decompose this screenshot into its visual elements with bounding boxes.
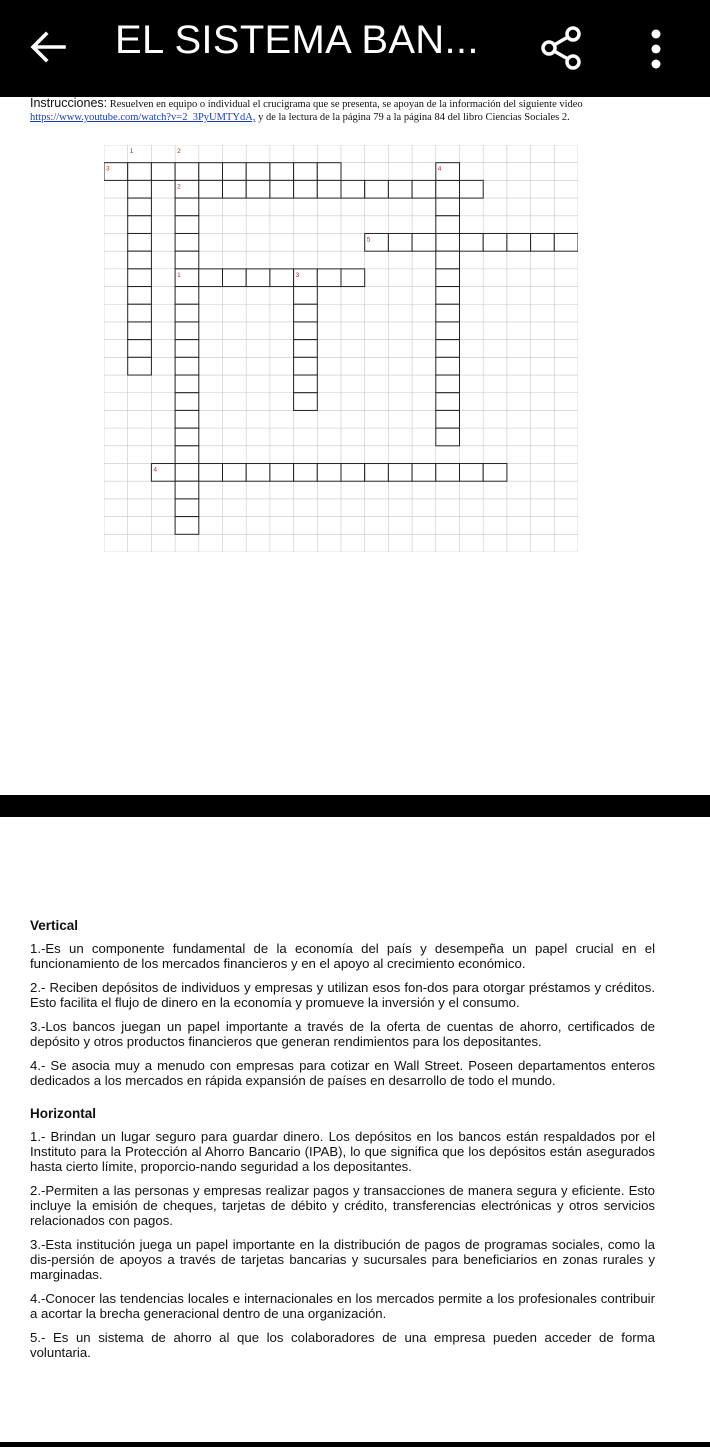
crossword-number: 1 xyxy=(177,271,181,279)
crossword-cell[interactable] xyxy=(317,464,341,482)
crossword-number: 1 xyxy=(129,148,134,155)
horizontal-clue-5: 5.- Es un sistema de ahorro al que los colaboradores de una empresa pueden acceder de forma voluntaria. xyxy=(30,1330,655,1360)
crossword-cell[interactable] xyxy=(460,233,484,251)
crossword-cell[interactable] xyxy=(436,180,460,198)
clues-section xyxy=(30,900,655,1369)
crossword-cell[interactable] xyxy=(175,428,199,446)
crossword-cell[interactable] xyxy=(128,163,152,181)
crossword-cell[interactable] xyxy=(436,464,460,482)
crossword-cell[interactable] xyxy=(436,198,460,216)
crossword-cell[interactable] xyxy=(436,340,460,358)
crossword-cell[interactable] xyxy=(199,269,223,287)
crossword-cell[interactable] xyxy=(175,216,199,234)
crossword-cell[interactable] xyxy=(436,428,460,446)
crossword-cell[interactable] xyxy=(436,410,460,428)
crossword-cell[interactable] xyxy=(128,216,152,234)
crossword-cell[interactable] xyxy=(294,357,318,375)
horizontal-clue-1: 1.- Brindan un lugar seguro para guardar dinero. Los depósitos en los bancos están respaldados por el Instituto para la Protección al Ahorro Bancario (IPAB), lo que significa que los depósitos están asegurados hasta cierto límite, proporcio-nando seguridad a los depositantes. xyxy=(30,1129,655,1174)
crossword-cell[interactable] xyxy=(175,357,199,375)
crossword-cell[interactable] xyxy=(412,233,436,251)
crossword-cell[interactable] xyxy=(151,163,175,181)
crossword-cell[interactable] xyxy=(483,233,507,251)
video-link[interactable]: https://www.youtube.com/watch?v=2_3PyUMTYdA, xyxy=(30,112,256,123)
crossword-cell[interactable] xyxy=(294,287,318,305)
crossword-cell[interactable] xyxy=(436,251,460,269)
crossword-cell[interactable] xyxy=(436,322,460,340)
crossword-cell[interactable] xyxy=(223,180,247,198)
crossword-number: 3 xyxy=(106,165,110,173)
crossword-cell[interactable] xyxy=(175,304,199,322)
arrow-left-icon[interactable] xyxy=(28,27,68,67)
crossword-cell[interactable] xyxy=(388,464,412,482)
share-icon[interactable] xyxy=(540,26,582,70)
crossword-cell[interactable] xyxy=(436,216,460,234)
crossword-cell[interactable] xyxy=(246,464,270,482)
crossword-cell[interactable] xyxy=(128,233,152,251)
crossword-cell[interactable] xyxy=(175,322,199,340)
instructions-text-2: y de la lectura de la página 79 a la página 84 del libro Ciencias Sociales 2. xyxy=(255,112,570,123)
vertical-clue-3: 3.-Los bancos juegan un papel importante a través de la oferta de cuentas de ahorro, certificados de depósito y otros productos financieros que generan rendimientos para los depositantes. xyxy=(30,1019,655,1049)
crossword-cell[interactable] xyxy=(199,180,223,198)
crossword-cell[interactable] xyxy=(199,464,223,482)
crossword-cell[interactable] xyxy=(436,304,460,322)
crossword-cell[interactable] xyxy=(175,251,199,269)
crossword-cell[interactable] xyxy=(175,499,199,517)
crossword-grid xyxy=(104,145,578,552)
crossword-cell[interactable] xyxy=(128,340,152,358)
crossword-cell[interactable] xyxy=(175,446,199,464)
crossword-cell[interactable] xyxy=(246,180,270,198)
crossword-cell[interactable] xyxy=(294,393,318,411)
crossword-cell[interactable] xyxy=(175,410,199,428)
crossword-cell[interactable] xyxy=(341,269,365,287)
crossword-cell[interactable] xyxy=(128,357,152,375)
crossword-cell[interactable] xyxy=(175,517,199,535)
crossword-cell[interactable] xyxy=(483,464,507,482)
page-separator xyxy=(0,795,710,817)
crossword-cell[interactable] xyxy=(128,251,152,269)
crossword-cell[interactable] xyxy=(199,163,223,181)
crossword-cell[interactable] xyxy=(341,464,365,482)
crossword-cell[interactable] xyxy=(436,287,460,305)
crossword-cell[interactable] xyxy=(270,163,294,181)
crossword-cell[interactable] xyxy=(412,180,436,198)
crossword-cell[interactable] xyxy=(365,180,389,198)
bottom-edge xyxy=(0,1442,710,1447)
crossword-number: 4 xyxy=(153,466,158,474)
crossword-number: 4 xyxy=(437,165,442,173)
crossword-cell[interactable] xyxy=(270,269,294,287)
crossword-cell[interactable] xyxy=(317,180,341,198)
crossword-cell[interactable] xyxy=(175,481,199,499)
crossword-cell[interactable] xyxy=(175,393,199,411)
crossword-cell[interactable] xyxy=(270,464,294,482)
horizontal-clue-4: 4.-Conocer las tendencias locales e internacionales en los mercados permite a los profesionales contribuir a acortar la brecha generacional dentro de una organización. xyxy=(30,1291,655,1321)
crossword-cell[interactable] xyxy=(128,322,152,340)
crossword-cell[interactable] xyxy=(554,233,578,251)
crossword-cell[interactable] xyxy=(175,340,199,358)
crossword-cell[interactable] xyxy=(436,375,460,393)
crossword-cell[interactable] xyxy=(270,180,294,198)
crossword-cell[interactable] xyxy=(507,233,531,251)
crossword-cell[interactable] xyxy=(294,340,318,358)
crossword-cell[interactable] xyxy=(436,357,460,375)
crossword-cell[interactable] xyxy=(294,163,318,181)
vertical-clue-2: 2.- Reciben depósitos de individuos y empresas y utilizan esos fon-dos para otorgar préstamos y créditos. Esto facilita el flujo de dinero en la economía y promueve la inversión y el consumo. xyxy=(30,980,655,1010)
crossword-cell[interactable] xyxy=(223,163,247,181)
crossword-cell[interactable] xyxy=(412,464,436,482)
crossword-cell[interactable] xyxy=(175,198,199,216)
crossword-cell[interactable] xyxy=(246,269,270,287)
instructions-text-1: Resuelven en equipo o individual el crucigrama que se presenta, se apoyan de la información del siguiente video xyxy=(107,99,583,110)
crossword-cell[interactable] xyxy=(175,375,199,393)
crossword-number: 3 xyxy=(295,271,300,279)
crossword-cell[interactable] xyxy=(436,269,460,287)
crossword-cell[interactable] xyxy=(175,287,199,305)
crossword-cell[interactable] xyxy=(175,233,199,251)
crossword-cell[interactable] xyxy=(317,269,341,287)
crossword-cell[interactable] xyxy=(365,464,389,482)
instructions-label: Instrucciones: xyxy=(30,96,108,110)
crossword-cell[interactable] xyxy=(460,464,484,482)
crossword-cell[interactable] xyxy=(341,180,365,198)
crossword-cell[interactable] xyxy=(294,304,318,322)
horizontal-heading: Horizontal xyxy=(30,1106,96,1121)
more-vertical-icon[interactable] xyxy=(646,28,666,70)
crossword-cell[interactable] xyxy=(223,269,247,287)
vertical-clue-4: 4.- Se asocia muy a menudo con empresas para cotizar en Wall Street. Poseen departamentos enteros dedicados a los mercados en rápida expansión de países en desarrollo de todo el mundo. xyxy=(30,1058,655,1088)
crossword-cell[interactable] xyxy=(128,287,152,305)
crossword-cell[interactable] xyxy=(294,322,318,340)
instructions xyxy=(30,97,690,124)
page-title: EL SISTEMA BAN... xyxy=(115,18,479,62)
crossword-cell[interactable] xyxy=(388,180,412,198)
vertical-heading: Vertical xyxy=(30,918,79,933)
crossword-number: 5 xyxy=(366,236,371,244)
horizontal-clue-3: 3.-Esta institución juega un papel importante en la distribución de pagos de programas sociales, como la dis-persión de apoyos a través de tarjetas bancarias y sucursales para beneficiarios en zonas rurales y marginadas. xyxy=(30,1237,655,1282)
crossword-number: 2 xyxy=(177,148,181,155)
crossword-cell[interactable] xyxy=(388,233,412,251)
crossword-cell[interactable] xyxy=(317,163,341,181)
crossword-cell[interactable] xyxy=(128,269,152,287)
app-bar xyxy=(0,0,710,97)
crossword-cell[interactable] xyxy=(294,180,318,198)
crossword-cell[interactable] xyxy=(223,464,247,482)
crossword-cell[interactable] xyxy=(246,163,270,181)
crossword-cell[interactable] xyxy=(128,180,152,198)
crossword-cell[interactable] xyxy=(436,233,460,251)
crossword-number: 2 xyxy=(177,183,181,191)
crossword-cell[interactable] xyxy=(294,464,318,482)
crossword-cell[interactable] xyxy=(128,198,152,216)
horizontal-clue-2: 2.-Permiten a las personas y empresas realizar pagos y transacciones de manera segura y eficiente. Esto incluye la emisión de cheques, tarjetas de débito y crédito, transferencias electrónicas y otros servicios relacionados con pagos. xyxy=(30,1183,655,1228)
crossword-cell[interactable] xyxy=(128,304,152,322)
vertical-clue-1: 1.-Es un componente fundamental de la economía del país y desempeña un papel crucial en el funcionamiento de los mercados financieros y en el apoyo al crecimiento económico. xyxy=(30,941,655,971)
crossword-cell[interactable] xyxy=(175,163,199,181)
crossword-cell[interactable] xyxy=(460,180,484,198)
crossword-cell[interactable] xyxy=(531,233,555,251)
crossword-cell[interactable] xyxy=(294,375,318,393)
crossword-cell[interactable] xyxy=(175,464,199,482)
crossword-cell[interactable] xyxy=(436,393,460,411)
